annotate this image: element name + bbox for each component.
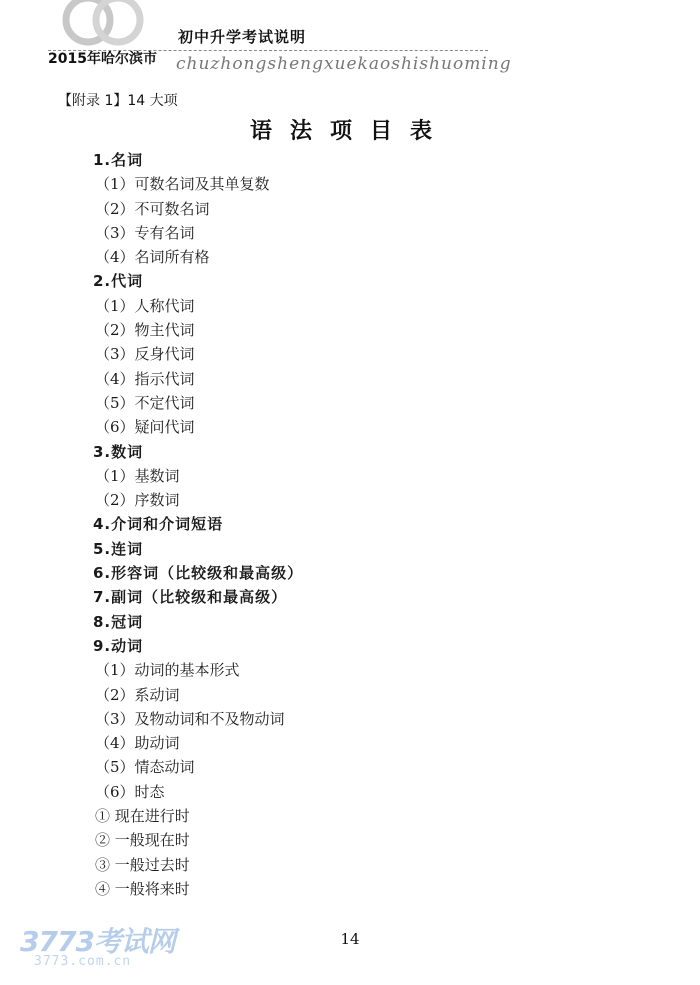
grammar-subitem: （3）及物动词和不及物动词 — [95, 709, 285, 728]
grammar-subitem: （4）名词所有格 — [95, 248, 210, 267]
grammar-tense-item: ④ 一般将来时 — [95, 879, 190, 898]
grammar-category: 4.介词和介词短语 — [93, 515, 224, 534]
grammar-subitem: （4）指示代词 — [95, 369, 195, 388]
page-number: 14 — [340, 930, 360, 948]
header-title: 初中升学考试说明 — [178, 28, 307, 46]
page-header — [0, 0, 700, 90]
grammar-category: 5.连词 — [93, 539, 144, 558]
watermark-url: 3773.com.cn — [34, 954, 132, 969]
header-divider — [48, 50, 488, 51]
grammar-category: 6.形容词（比较级和最高级） — [93, 564, 304, 583]
page-title: 语法项目表 — [249, 119, 450, 144]
grammar-category: 8.冠词 — [93, 612, 144, 631]
grammar-subitem: （4）助动词 — [95, 734, 180, 753]
site-watermark — [14, 920, 184, 976]
grammar-category: 3.数词 — [93, 442, 144, 461]
grammar-subitem: （1）基数词 — [95, 466, 180, 485]
grammar-category: 7.副词（比较级和最高级） — [93, 588, 288, 607]
grammar-subitem: （6）疑问代词 — [95, 418, 195, 437]
grammar-subitem: （1）动词的基本形式 — [95, 661, 240, 680]
grammar-tense-item: ① 现在进行时 — [95, 807, 190, 826]
grammar-tense-item: ③ 一般过去时 — [95, 855, 190, 874]
watermark-text: 3773考试网 — [20, 925, 175, 958]
grammar-tense-item: ② 一般现在时 — [95, 831, 190, 850]
grammar-category: 1.名词 — [93, 151, 144, 169]
grammar-category: 9.动词 — [93, 636, 144, 655]
header-year-city: 2015年哈尔滨市 — [48, 51, 157, 67]
grammar-category: 2.代词 — [93, 272, 144, 291]
grammar-subitem: （2）物主代词 — [95, 321, 195, 340]
header-pinyin: chuzhongshengxuekaoshishuoming — [176, 54, 512, 74]
grammar-subitem: （2）系动词 — [95, 685, 180, 704]
grammar-subitem: （6）时态 — [95, 782, 165, 801]
grammar-item-list — [93, 148, 633, 901]
grammar-subitem: （2）不可数名词 — [95, 199, 210, 218]
grammar-subitem: （3）反身代词 — [95, 345, 195, 364]
grammar-subitem: （2）序数词 — [95, 491, 180, 510]
grammar-subitem: （1）可数名词及其单复数 — [95, 175, 270, 194]
appendix-label: 【附录 1】14 大项 — [58, 93, 178, 109]
grammar-subitem: （3）专有名词 — [95, 223, 195, 242]
grammar-subitem: （1）人称代词 — [95, 296, 195, 315]
grammar-subitem: （5）情态动词 — [95, 758, 195, 777]
grammar-subitem: （5）不定代词 — [95, 393, 195, 412]
